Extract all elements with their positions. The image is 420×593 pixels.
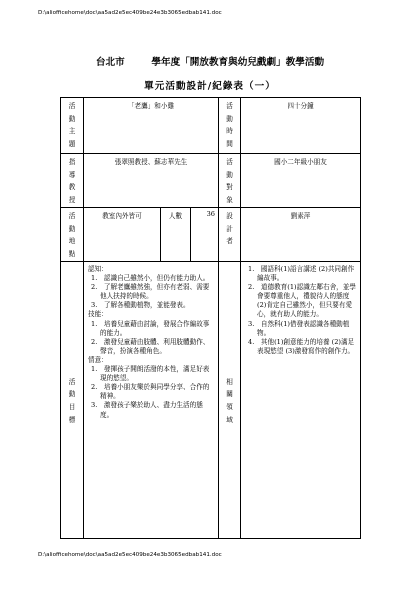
value-activity-topic: 「老鷹」和小雞 <box>84 98 219 154</box>
title-city: 台北市 <box>95 57 125 68</box>
row-topic <box>61 98 361 154</box>
label-advisor: 指導教授 <box>68 158 76 204</box>
title-program: 學年度「開放教育與幼兒戲劇」教學活動 <box>151 57 325 68</box>
cognitive-heading: 認知： <box>88 265 108 273</box>
list-item: 2. 激發兒童藉由肢體、利用肢體動作、聲音，扮演各種角色。 <box>91 337 210 355</box>
list-item: 1. 國語科(1)語言講述 (2)共同創作編故事。 <box>248 265 355 283</box>
list-item: 1. 培養兒童藉由討論，發展合作編故事的能力。 <box>91 319 210 337</box>
label-cell-topic <box>61 98 84 154</box>
label-cell-related <box>219 262 241 539</box>
label-objectives: 活動目標 <box>68 377 76 424</box>
row-location <box>61 208 361 262</box>
skill-heading: 技能： <box>88 310 108 319</box>
label-location: 活動地點 <box>68 212 76 258</box>
file-path-header: D:\aliofficehome\doc\aa5ad2e5ec409be24e3b3065edbab141.doc <box>38 10 222 16</box>
list-item: 2. 道德教育(1)認識左鄰右舍，並學會要尊重他人，禮貌待人的態度 (2)肯定自己雖然小，但只要有愛心，就有助人的能力。 <box>248 283 356 319</box>
related-fields-content <box>241 262 361 539</box>
list-item: 2. 了解老鷹雖然強，但亦有老弱、需要他人扶持的時候。 <box>91 283 210 301</box>
document-title-line2: 單元活動設計/紀錄表（一） <box>144 81 276 92</box>
label-designer: 設計者 <box>226 212 233 246</box>
label-people-count: 人數 <box>161 208 191 262</box>
file-path-footer: D:\aliofficehome\doc\aa5ad2e5ec409be24e3b3065edbab141.doc <box>38 552 222 558</box>
label-cell-advisor <box>61 154 84 208</box>
row-objectives <box>61 262 361 539</box>
value-audience: 國小二年級小朋友 <box>241 154 361 208</box>
label-cell-audience <box>219 154 241 208</box>
value-people-count: 36 <box>191 208 219 262</box>
label-cell-time <box>219 98 241 154</box>
document-title-line1 <box>0 54 420 68</box>
label-cell-location <box>61 208 84 262</box>
value-activity-time: 四十分鐘 <box>241 98 361 154</box>
list-item: 3. 激發孩子樂於助人、盡力生活的態度。 <box>91 401 203 419</box>
value-designer: 劉素萍 <box>241 208 361 262</box>
label-activity-topic: 活動主題 <box>68 102 76 148</box>
label-cell-objectives <box>61 262 84 539</box>
list-item: 1. 認識自己雖然小，但仍有能力助人。 <box>91 274 210 283</box>
value-advisor: 張翠照教授、蘇志華先生 <box>84 154 219 208</box>
label-related-fields: 相關領域 <box>226 377 233 424</box>
label-cell-designer <box>219 208 241 262</box>
label-activity-time: 活動時間 <box>226 102 233 148</box>
label-audience: 活動對象 <box>226 158 233 204</box>
list-item: 4. 其他(1)創意能力的培養 (2)滿足表現慾望 (3)激發寫作的創作力。 <box>248 337 355 355</box>
value-location: 教室內外皆可 <box>84 208 161 262</box>
lesson-plan-table <box>60 97 361 539</box>
row-advisor <box>61 154 361 208</box>
list-item: 3. 了解各種動植物，並能發表。 <box>91 301 190 310</box>
list-item: 2. 培養小朋友樂於與同學分享、合作的精神。 <box>91 383 210 401</box>
list-item: 3. 自然科(1)借發表認識各種動植物。 <box>248 319 350 337</box>
list-item: 1. 發揮孩子開朗活潑的本性，滿足好表現的慾望。 <box>91 365 210 383</box>
affective-heading: 情意： <box>88 355 108 364</box>
objectives-content <box>84 262 219 539</box>
